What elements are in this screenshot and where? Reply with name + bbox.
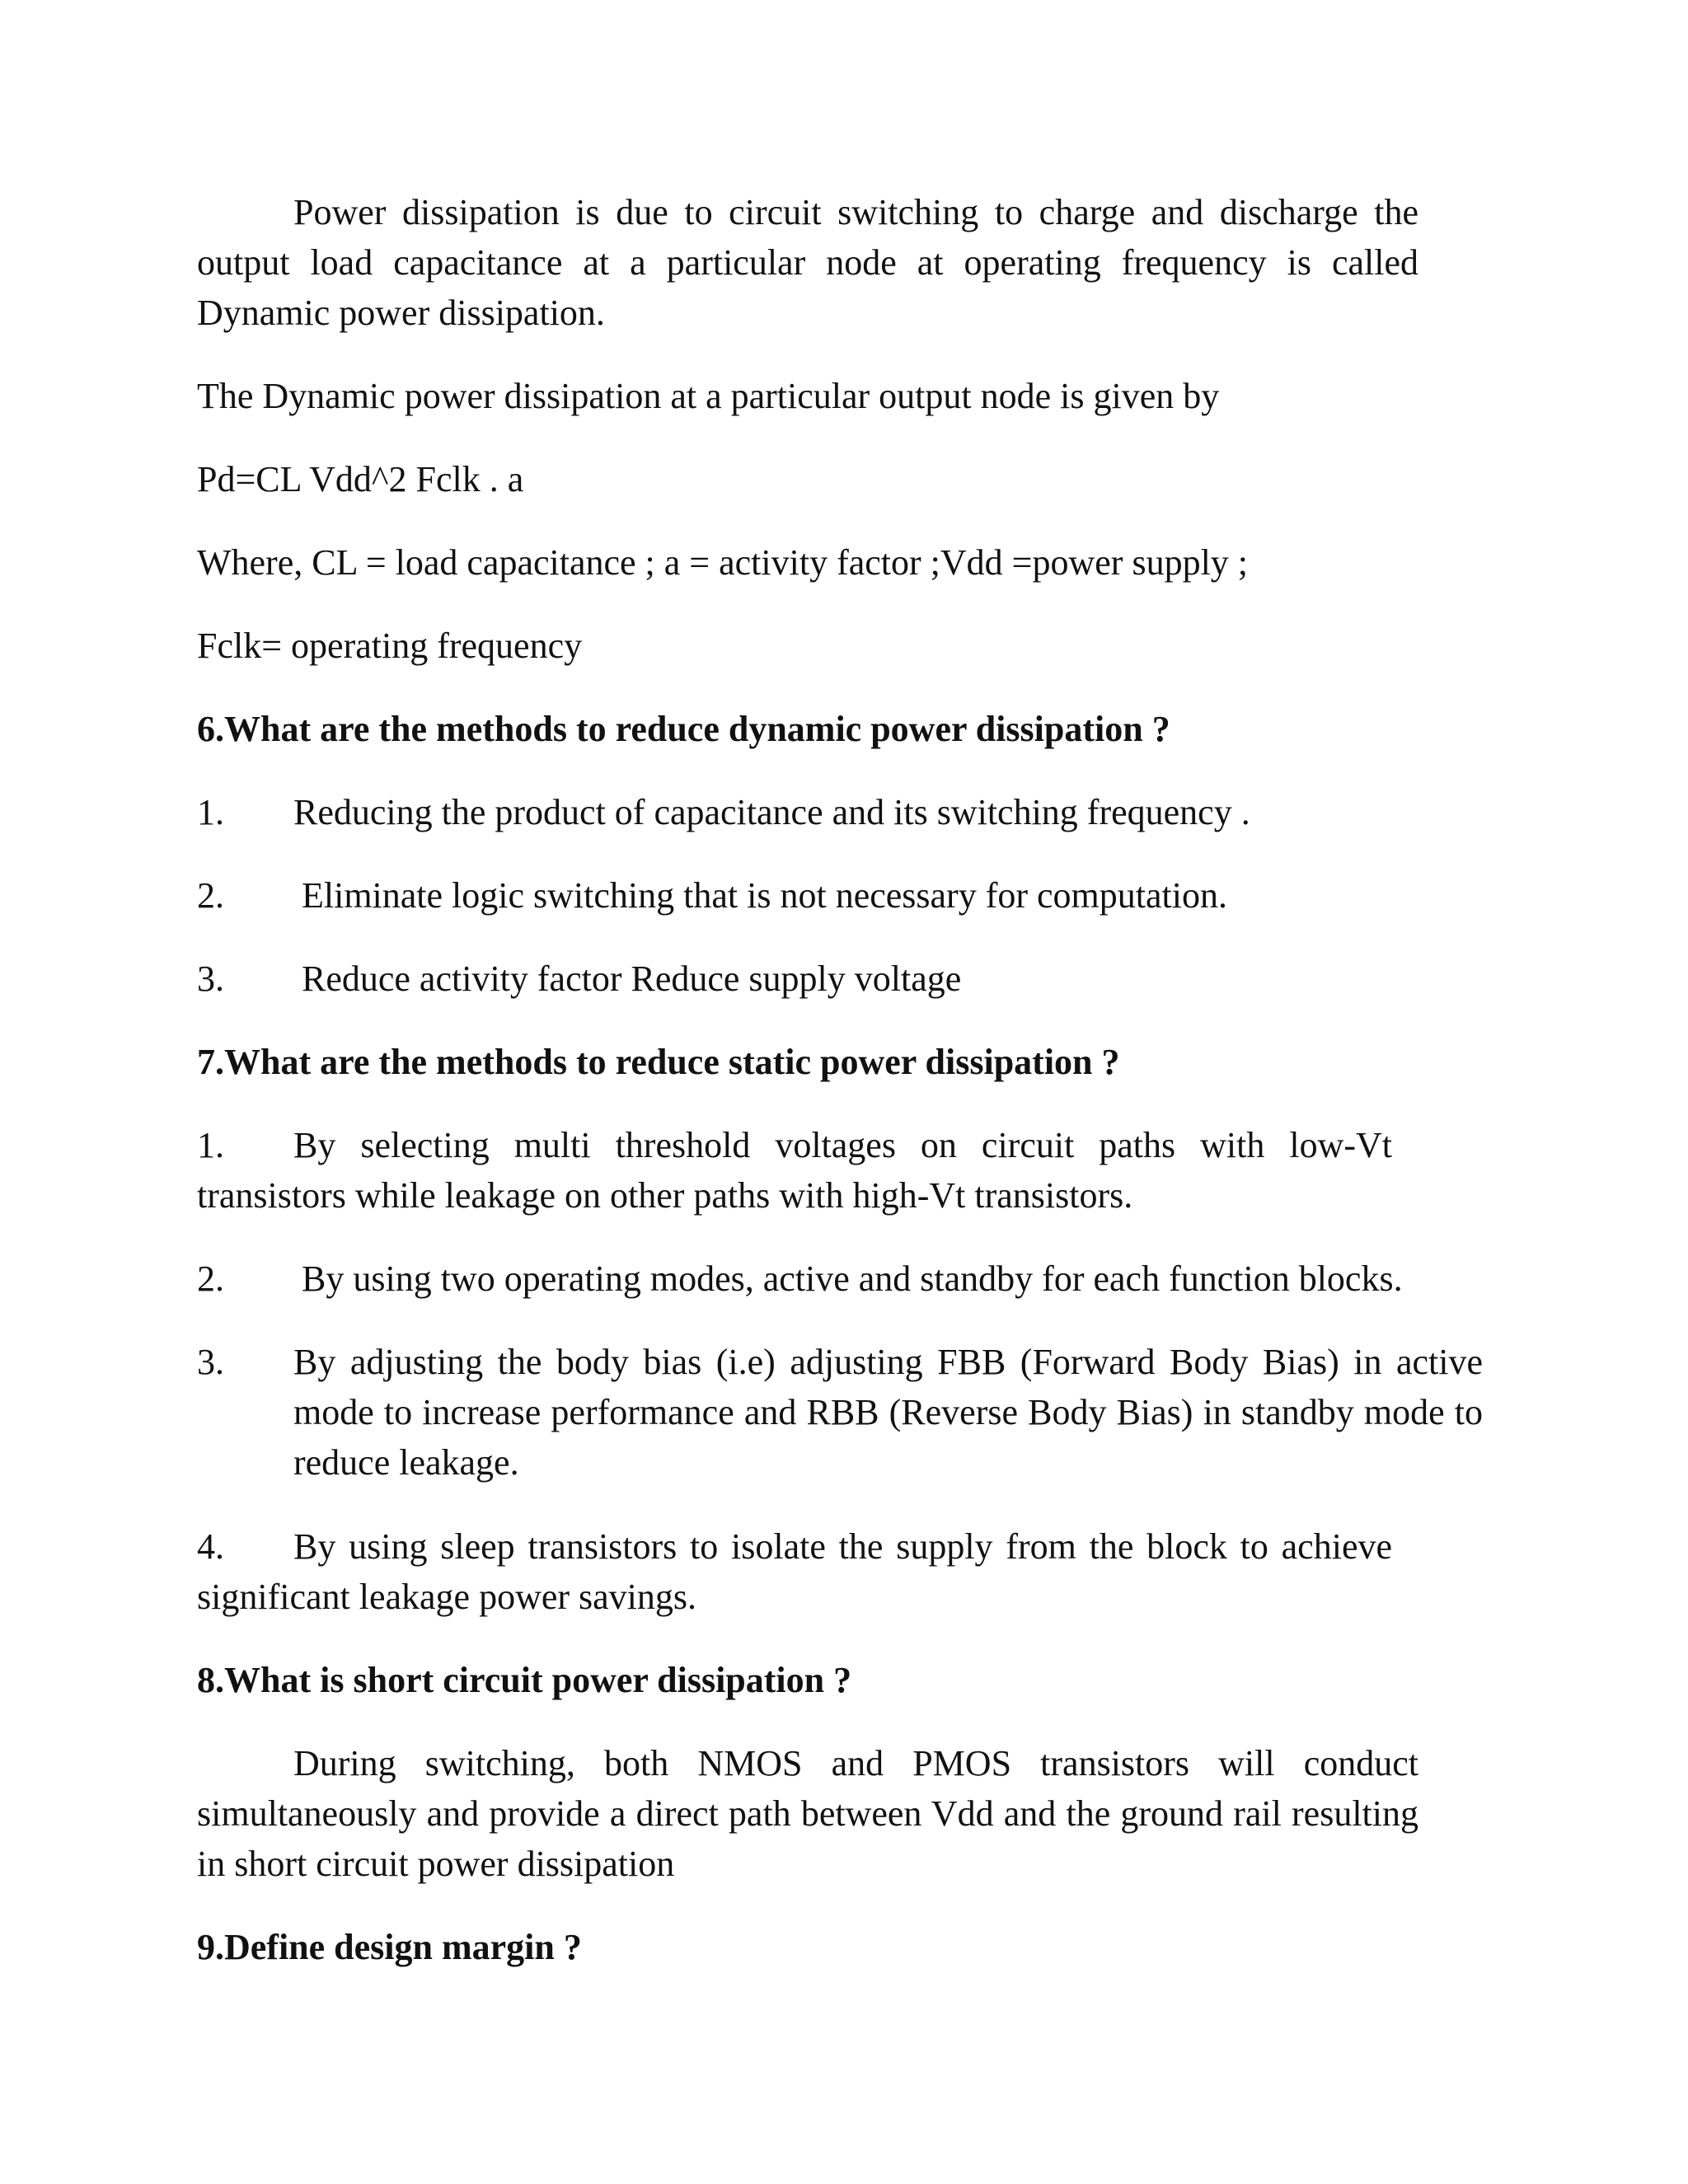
fclk-line: Fclk= operating frequency — [197, 626, 583, 666]
q9-heading: 9.Define design margin ? — [197, 1927, 582, 1967]
q6-heading: 6.What are the methods to reduce dynamic power dissipation ? — [197, 709, 1170, 749]
q7-item-2-number: 2. — [197, 1258, 224, 1299]
q8-answer: During switching, both NMOS and PMOS transistors will conduct simultaneously and provide a direct path between Vdd and the ground rail resulting in short circuit power dissipation — [197, 1743, 1418, 1884]
q7-item-3-text: By adjusting the body bias (i.e) adjusting FBB (Forward Body Bias) in active mode to increase performance and RBB (Reverse Body Bias) in standby mode to reduce leakage. — [293, 1342, 1483, 1483]
q6-item-3-number: 3. — [197, 958, 224, 999]
formula-line: Pd=CL Vdd^2 Fclk . a — [197, 459, 524, 499]
q8-heading: 8.What is short circuit power dissipation ? — [197, 1660, 852, 1700]
q7-item-3-number: 3. — [197, 1342, 224, 1382]
q6-item-2-text: Eliminate logic switching that is not necessary for computation. — [302, 875, 1227, 916]
q7-item-2-text: By using two operating modes, active and standby for each function blocks. — [302, 1258, 1403, 1299]
q7-item-4-text: By using sleep transistors to isolate the supply from the block to achieve significant leakage power savings. — [197, 1526, 1392, 1617]
q6-item-3-text: Reduce activity factor Reduce supply voltage — [302, 958, 962, 999]
q6-item-1-number: 1. — [197, 792, 224, 832]
q7-item-4 — [197, 1521, 1392, 1622]
q7-item-3 — [197, 1337, 1483, 1488]
q7-item-1-number: 1. — [197, 1125, 224, 1165]
q7-heading: 7.What are the methods to reduce static power dissipation ? — [197, 1042, 1120, 1082]
q7-item-1 — [197, 1120, 1392, 1221]
given-by-line: The Dynamic power dissipation at a particular output node is given by — [197, 376, 1220, 416]
where-line: Where, CL = load capacitance ; a = activity factor ;Vdd =power supply ; — [197, 542, 1249, 583]
intro-paragraph: Power dissipation is due to circuit switching to charge and discharge the output load capacitance at a particular node at operating frequency is called Dynamic power dissipation. — [197, 192, 1418, 333]
q7-item-4-number: 4. — [197, 1526, 224, 1567]
q6-item-2-number: 2. — [197, 875, 224, 916]
q7-item-1-text: By selecting multi threshold voltages on circuit paths with low-Vt transistors while leakage on other paths with high-Vt transistors. — [197, 1125, 1392, 1216]
q6-item-1-text: Reducing the product of capacitance and its switching frequency . — [293, 792, 1250, 832]
